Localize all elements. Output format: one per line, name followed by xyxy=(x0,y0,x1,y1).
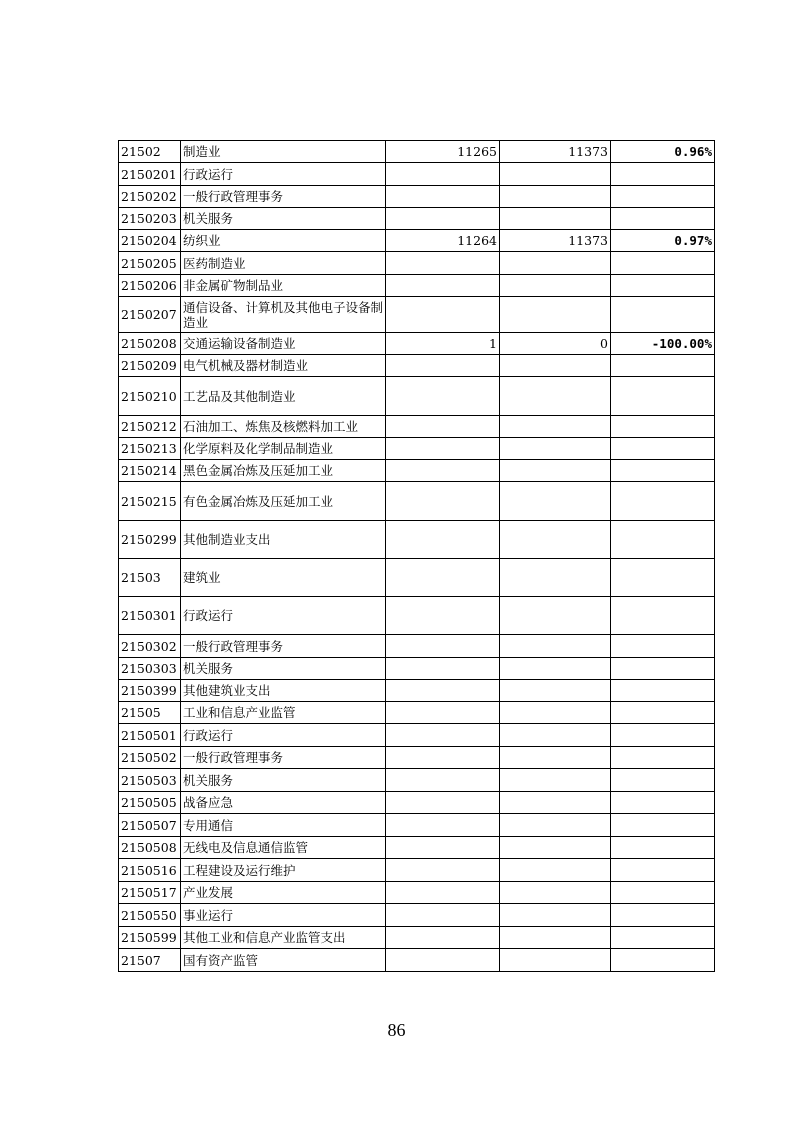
row-value-curr xyxy=(500,521,611,559)
table-row xyxy=(119,927,715,949)
row-code: 2150399 xyxy=(119,680,181,702)
row-name: 纺织业 xyxy=(181,230,386,252)
row-value-prev: 11265 xyxy=(386,141,500,163)
row-value-prev xyxy=(386,521,500,559)
row-value-curr: 0 xyxy=(500,333,611,355)
row-name: 战备应急 xyxy=(181,792,386,814)
row-name: 电气机械及器材制造业 xyxy=(181,355,386,377)
row-value-curr xyxy=(500,837,611,859)
row-value-curr: 11373 xyxy=(500,230,611,252)
row-name: 一般行政管理事务 xyxy=(181,186,386,208)
row-name: 非金属矿物制品业 xyxy=(181,275,386,297)
row-change-pct xyxy=(611,521,715,559)
row-name: 工艺品及其他制造业 xyxy=(181,377,386,416)
table-row xyxy=(119,597,715,635)
row-value-prev xyxy=(386,416,500,438)
row-code: 2150516 xyxy=(119,859,181,882)
row-value-curr xyxy=(500,724,611,747)
row-value-prev xyxy=(386,377,500,416)
row-code: 2150503 xyxy=(119,769,181,792)
table-row xyxy=(119,141,715,163)
row-name: 无线电及信息通信监管 xyxy=(181,837,386,859)
row-name: 有色金属冶炼及压延加工业 xyxy=(181,482,386,521)
table-row xyxy=(119,275,715,297)
row-code: 2150599 xyxy=(119,927,181,949)
table-row xyxy=(119,559,715,597)
row-code: 2150299 xyxy=(119,521,181,559)
row-value-curr xyxy=(500,275,611,297)
row-value-curr xyxy=(500,635,611,658)
table-row xyxy=(119,252,715,275)
row-change-pct xyxy=(611,416,715,438)
row-name: 工程建设及运行维护 xyxy=(181,859,386,882)
row-value-prev xyxy=(386,635,500,658)
row-code: 21502 xyxy=(119,141,181,163)
row-code: 2150502 xyxy=(119,747,181,769)
table-row xyxy=(119,377,715,416)
row-value-prev xyxy=(386,702,500,724)
row-change-pct xyxy=(611,927,715,949)
row-value-prev xyxy=(386,747,500,769)
row-change-pct xyxy=(611,769,715,792)
row-change-pct xyxy=(611,208,715,230)
row-change-pct xyxy=(611,460,715,482)
row-change-pct xyxy=(611,837,715,859)
row-value-prev xyxy=(386,208,500,230)
table-row xyxy=(119,482,715,521)
row-change-pct xyxy=(611,163,715,186)
row-change-pct xyxy=(611,792,715,814)
row-name: 其他制造业支出 xyxy=(181,521,386,559)
row-name: 专用通信 xyxy=(181,814,386,837)
row-change-pct: 0.97% xyxy=(611,230,715,252)
row-change-pct xyxy=(611,814,715,837)
row-value-curr xyxy=(500,882,611,904)
row-code: 21505 xyxy=(119,702,181,724)
row-code: 2150205 xyxy=(119,252,181,275)
table-row xyxy=(119,837,715,859)
row-name: 工业和信息产业监管 xyxy=(181,702,386,724)
table-row xyxy=(119,186,715,208)
row-value-curr xyxy=(500,460,611,482)
row-change-pct xyxy=(611,186,715,208)
table-row xyxy=(119,333,715,355)
row-name: 制造业 xyxy=(181,141,386,163)
row-value-prev xyxy=(386,275,500,297)
row-value-prev xyxy=(386,438,500,460)
table-row xyxy=(119,724,715,747)
row-value-prev xyxy=(386,814,500,837)
row-value-prev xyxy=(386,355,500,377)
row-value-curr xyxy=(500,792,611,814)
row-value-curr xyxy=(500,163,611,186)
row-value-curr xyxy=(500,355,611,377)
row-value-curr xyxy=(500,927,611,949)
row-change-pct xyxy=(611,702,715,724)
row-change-pct xyxy=(611,275,715,297)
row-value-curr xyxy=(500,297,611,333)
row-value-prev xyxy=(386,837,500,859)
row-value-curr xyxy=(500,252,611,275)
row-name: 其他建筑业支出 xyxy=(181,680,386,702)
row-value-curr xyxy=(500,949,611,972)
row-code: 2150550 xyxy=(119,904,181,927)
row-value-curr xyxy=(500,186,611,208)
row-code: 21503 xyxy=(119,559,181,597)
row-value-curr xyxy=(500,680,611,702)
row-value-prev xyxy=(386,859,500,882)
row-name: 化学原料及化学制品制造业 xyxy=(181,438,386,460)
row-code: 2150501 xyxy=(119,724,181,747)
table-row xyxy=(119,208,715,230)
table-row xyxy=(119,438,715,460)
row-value-curr xyxy=(500,904,611,927)
row-change-pct xyxy=(611,724,715,747)
row-change-pct: -100.00% xyxy=(611,333,715,355)
table-row xyxy=(119,416,715,438)
table-row xyxy=(119,814,715,837)
budget-table xyxy=(118,140,715,972)
row-value-prev xyxy=(386,658,500,680)
row-value-curr xyxy=(500,814,611,837)
table-row xyxy=(119,658,715,680)
row-value-prev xyxy=(386,186,500,208)
row-value-curr: 11373 xyxy=(500,141,611,163)
row-value-prev xyxy=(386,949,500,972)
row-change-pct xyxy=(611,904,715,927)
row-code: 2150303 xyxy=(119,658,181,680)
row-change-pct xyxy=(611,297,715,333)
row-value-prev xyxy=(386,163,500,186)
row-name: 机关服务 xyxy=(181,658,386,680)
row-name: 行政运行 xyxy=(181,163,386,186)
row-value-curr xyxy=(500,438,611,460)
row-change-pct xyxy=(611,355,715,377)
row-name: 行政运行 xyxy=(181,724,386,747)
row-value-prev xyxy=(386,680,500,702)
row-code: 21507 xyxy=(119,949,181,972)
row-value-curr xyxy=(500,658,611,680)
row-name: 石油加工、炼焦及核燃料加工业 xyxy=(181,416,386,438)
row-change-pct xyxy=(611,482,715,521)
row-name: 事业运行 xyxy=(181,904,386,927)
row-change-pct xyxy=(611,635,715,658)
row-name: 机关服务 xyxy=(181,208,386,230)
row-change-pct xyxy=(611,747,715,769)
row-code: 2150206 xyxy=(119,275,181,297)
row-value-prev xyxy=(386,597,500,635)
row-code: 2150207 xyxy=(119,297,181,333)
row-name: 产业发展 xyxy=(181,882,386,904)
table-row xyxy=(119,355,715,377)
row-code: 2150214 xyxy=(119,460,181,482)
table-row xyxy=(119,769,715,792)
table-row xyxy=(119,949,715,972)
table-row xyxy=(119,702,715,724)
table-row xyxy=(119,635,715,658)
row-code: 2150505 xyxy=(119,792,181,814)
row-code: 2150213 xyxy=(119,438,181,460)
table-row xyxy=(119,230,715,252)
row-change-pct xyxy=(611,597,715,635)
row-code: 2150212 xyxy=(119,416,181,438)
row-change-pct: 0.96% xyxy=(611,141,715,163)
row-value-curr xyxy=(500,597,611,635)
row-value-prev: 11264 xyxy=(386,230,500,252)
row-value-prev xyxy=(386,792,500,814)
row-value-prev xyxy=(386,904,500,927)
row-change-pct xyxy=(611,377,715,416)
row-value-curr xyxy=(500,377,611,416)
table-row xyxy=(119,297,715,333)
row-value-prev xyxy=(386,927,500,949)
row-code: 2150201 xyxy=(119,163,181,186)
row-value-prev xyxy=(386,724,500,747)
row-value-prev xyxy=(386,252,500,275)
row-name: 一般行政管理事务 xyxy=(181,747,386,769)
row-value-prev xyxy=(386,460,500,482)
table-row xyxy=(119,680,715,702)
table-row xyxy=(119,882,715,904)
row-change-pct xyxy=(611,882,715,904)
row-value-curr xyxy=(500,747,611,769)
row-change-pct xyxy=(611,949,715,972)
row-value-prev: 1 xyxy=(386,333,500,355)
row-value-curr xyxy=(500,208,611,230)
table-row xyxy=(119,460,715,482)
row-change-pct xyxy=(611,680,715,702)
row-value-curr xyxy=(500,859,611,882)
row-code: 2150202 xyxy=(119,186,181,208)
row-name: 黑色金属冶炼及压延加工业 xyxy=(181,460,386,482)
row-value-curr xyxy=(500,769,611,792)
table-row xyxy=(119,904,715,927)
table-row xyxy=(119,163,715,186)
row-code: 2150517 xyxy=(119,882,181,904)
row-value-curr xyxy=(500,702,611,724)
row-name: 机关服务 xyxy=(181,769,386,792)
row-value-prev xyxy=(386,769,500,792)
row-change-pct xyxy=(611,559,715,597)
table-row xyxy=(119,747,715,769)
row-value-prev xyxy=(386,297,500,333)
table-row xyxy=(119,521,715,559)
row-value-prev xyxy=(386,559,500,597)
row-code: 2150215 xyxy=(119,482,181,521)
row-name: 国有资产监管 xyxy=(181,949,386,972)
row-name: 医药制造业 xyxy=(181,252,386,275)
row-code: 2150209 xyxy=(119,355,181,377)
table-body xyxy=(119,141,715,972)
row-name: 建筑业 xyxy=(181,559,386,597)
row-name: 其他工业和信息产业监管支出 xyxy=(181,927,386,949)
row-code: 2150208 xyxy=(119,333,181,355)
row-change-pct xyxy=(611,252,715,275)
row-name: 一般行政管理事务 xyxy=(181,635,386,658)
table-row xyxy=(119,859,715,882)
row-code: 2150203 xyxy=(119,208,181,230)
row-code: 2150302 xyxy=(119,635,181,658)
row-value-prev xyxy=(386,482,500,521)
row-name: 通信设备、计算机及其他电子设备制造业 xyxy=(181,297,386,333)
row-code: 2150204 xyxy=(119,230,181,252)
row-name: 行政运行 xyxy=(181,597,386,635)
row-code: 2150210 xyxy=(119,377,181,416)
table-row xyxy=(119,792,715,814)
page-number: 86 xyxy=(387,1020,406,1040)
row-name: 交通运输设备制造业 xyxy=(181,333,386,355)
row-value-curr xyxy=(500,416,611,438)
row-value-prev xyxy=(386,882,500,904)
row-code: 2150507 xyxy=(119,814,181,837)
row-change-pct xyxy=(611,859,715,882)
row-value-curr xyxy=(500,559,611,597)
row-code: 2150508 xyxy=(119,837,181,859)
row-value-curr xyxy=(500,482,611,521)
row-code: 2150301 xyxy=(119,597,181,635)
row-change-pct xyxy=(611,438,715,460)
row-change-pct xyxy=(611,658,715,680)
